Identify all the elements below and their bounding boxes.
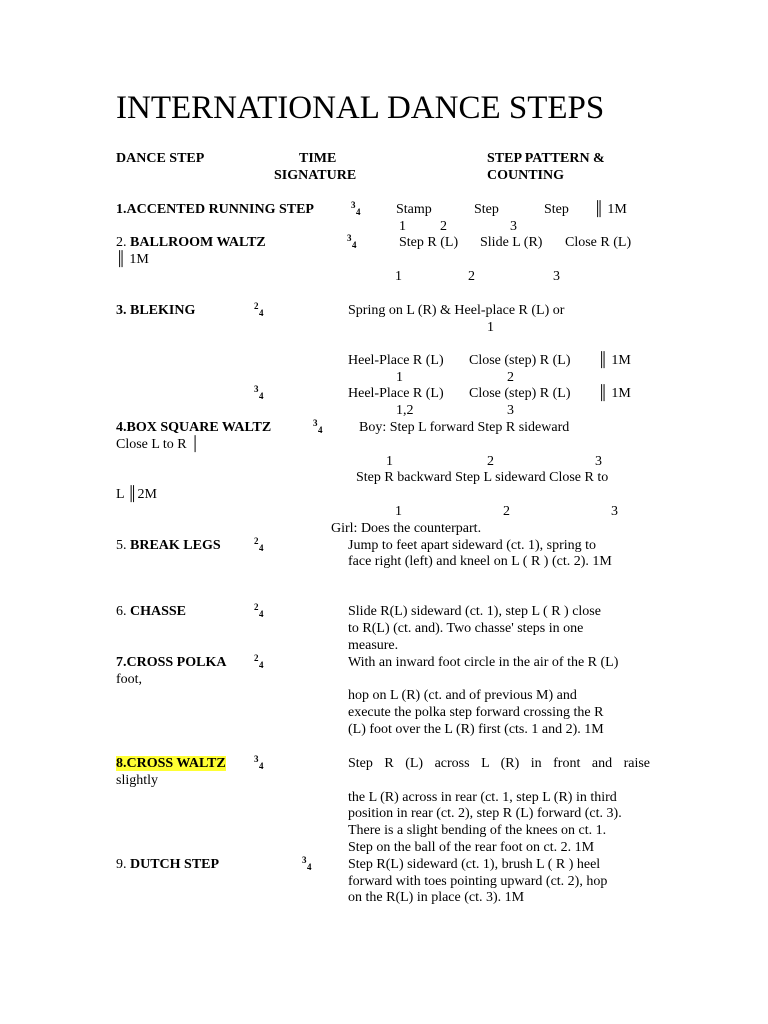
entry-1-time-denominator: 4 [356, 207, 361, 217]
entry-2-count: 3 [553, 269, 560, 284]
entry-1-count: 2 [440, 219, 447, 234]
entry-3-line-2-count: 2 [507, 370, 514, 385]
entry-9-line: forward with toes pointing upward (ct. 2), hop [348, 874, 608, 889]
entry-4-wrap: Close L to R │ [116, 437, 201, 452]
entry-6-number: 6. [116, 604, 127, 619]
entry-7-wrap: foot, [116, 672, 143, 687]
entry-8-line: the L (R) across in rear (ct. 1, step L (R) in third [348, 790, 617, 805]
entry-6-line: measure. [348, 638, 399, 653]
entry-8-line: position in rear (ct. 2), step R (L) forward (ct. 3). [348, 806, 622, 821]
entry-4-count: 3 [611, 504, 618, 519]
entry-9-label [116, 857, 219, 873]
entry-3-line-3: Close (step) R (L) [469, 386, 571, 401]
entry-4-count: 3 [595, 454, 602, 469]
entry-2-pattern: Close R (L) [565, 235, 632, 250]
entry-1-pattern-step-2: Step [544, 202, 569, 217]
entry-1-pattern-stamp: Stamp [396, 202, 432, 217]
entry-3-line-2-count: 1 [396, 370, 403, 385]
entry-7-name: 7.CROSS POLKA [116, 655, 227, 670]
header-dance-step: DANCE STEP [116, 151, 205, 166]
entry-1-measure: ║ 1M [594, 202, 627, 217]
entry-7-time-denominator: 4 [259, 660, 264, 670]
entry-8-line: Step on the ball of the rear foot on ct. 2. 1M [348, 840, 595, 855]
entry-3-time-2-numerator: 3 [254, 384, 259, 394]
entry-9-time-numerator: 3 [302, 855, 307, 865]
entry-3-name: 3. BLEKING [116, 303, 196, 318]
header-signature: SIGNATURE [274, 168, 357, 183]
entry-4-count: 1 [395, 504, 402, 519]
entry-5-number: 5. [116, 538, 127, 553]
entry-9-time-denominator: 4 [307, 862, 312, 872]
entry-1-pattern-step: Step [474, 202, 499, 217]
entry-2-number: 2. [116, 235, 127, 250]
entry-3-time-denominator: 4 [259, 308, 264, 318]
entry-7-line-1: With an inward foot circle in the air of the R (L) [348, 655, 619, 670]
entry-4-time-denominator: 4 [318, 425, 323, 435]
page-title: INTERNATIONAL DANCE STEPS [116, 90, 605, 126]
entry-2-count: 1 [395, 269, 402, 284]
entry-3-line-1: Spring on L (R) & Heel-place R (L) or [348, 303, 565, 318]
entry-3-line-3-measure: ║ 1M [598, 386, 631, 401]
entry-2-label [116, 235, 266, 251]
header-step-pattern: STEP PATTERN & [487, 151, 605, 166]
entry-3-line-2: Heel-Place R (L) [348, 353, 444, 368]
entry-7-line: execute the polka step forward crossing the R [348, 705, 604, 720]
entry-8-time-numerator: 3 [254, 754, 259, 764]
entry-8-wrap: slightly [116, 773, 159, 788]
entry-3-time-numerator: 2 [254, 301, 259, 311]
entry-3-line-2: Close (step) R (L) [469, 353, 571, 368]
entry-6-name: CHASSE [130, 604, 187, 619]
entry-9-name: DUTCH STEP [130, 857, 220, 872]
entry-1-time-numerator: 3 [351, 200, 356, 210]
entry-5-name: BREAK LEGS [130, 538, 221, 553]
entry-2-count: 2 [468, 269, 475, 284]
entry-9-line: on the R(L) in place (ct. 3). 1M [348, 890, 525, 905]
entry-6-line: Slide R(L) sideward (ct. 1), step L ( R ) close [348, 604, 601, 619]
entry-2-time-numerator: 3 [347, 233, 352, 243]
entry-5-label [116, 538, 221, 554]
entry-1-count: 3 [510, 219, 517, 234]
entry-8-time-denominator: 4 [259, 761, 264, 771]
entry-6-time-numerator: 2 [254, 602, 259, 612]
entry-4-count: 2 [487, 454, 494, 469]
entry-3-line-3-count: 3 [507, 403, 514, 418]
entry-4-name: 4.BOX SQUARE WALTZ [116, 420, 272, 435]
entry-5-line: face right (left) and kneel on L ( R ) (ct. 2). 1M [348, 554, 612, 569]
header-counting: COUNTING [487, 168, 565, 183]
entry-2-name: BALLROOM WALTZ [130, 235, 266, 250]
entry-3-time-2-denominator: 4 [259, 391, 264, 401]
entry-4-wrap-2: L ║2M [116, 487, 157, 502]
entry-4-time-numerator: 3 [313, 418, 318, 428]
entry-5-time-numerator: 2 [254, 536, 259, 546]
header-time: TIME [299, 151, 337, 166]
entry-6-time-denominator: 4 [259, 609, 264, 619]
entry-1-count: 1 [399, 219, 406, 234]
entry-8-line-1: Step R (L) across L (R) in front and raise [348, 756, 650, 771]
entry-4-line-2: Step R backward Step L sideward Close R to [356, 470, 609, 485]
entry-7-line: (L) foot over the L (R) first (cts. 1 and 2). 1M [348, 722, 604, 737]
entry-4-count: 2 [503, 504, 510, 519]
entry-9-line: Step R(L) sideward (ct. 1), brush L ( R ) heel [348, 857, 601, 872]
entry-7-line: hop on L (R) (ct. and of previous M) and [348, 688, 577, 703]
entry-2-pattern: Slide L (R) [480, 235, 543, 250]
entry-6-label [116, 604, 186, 620]
entry-3-line-3: Heel-Place R (L) [348, 386, 444, 401]
entry-6-line: to R(L) (ct. and). Two chasse' steps in one [348, 621, 584, 636]
entry-5-time-denominator: 4 [259, 543, 264, 553]
entry-3-line-1-count: 1 [487, 320, 494, 335]
entry-5-line: Jump to feet apart sideward (ct. 1), spring to [348, 538, 597, 553]
entry-4-boy-line: Boy: Step L forward Step R sideward [359, 420, 570, 435]
entry-4-girl-line: Girl: Does the counterpart. [331, 521, 482, 536]
entry-8-line: There is a slight bending of the knees on ct. 1. [348, 823, 607, 838]
entry-4-count: 1 [386, 454, 393, 469]
entry-3-line-3-count: 1,2 [396, 403, 414, 418]
entry-8-name-highlight: 8.CROSS WALTZ [116, 756, 226, 771]
entry-1-name: 1.ACCENTED RUNNING STEP [116, 202, 314, 217]
entry-2-measure: ║ 1M [116, 252, 149, 267]
entry-7-time-numerator: 2 [254, 653, 259, 663]
entry-8-name [116, 756, 226, 772]
entry-3-line-2-measure: ║ 1M [598, 353, 631, 368]
entry-2-pattern: Step R (L) [399, 235, 459, 250]
entry-2-time-denominator: 4 [352, 240, 357, 250]
entry-9-number: 9. [116, 857, 127, 872]
